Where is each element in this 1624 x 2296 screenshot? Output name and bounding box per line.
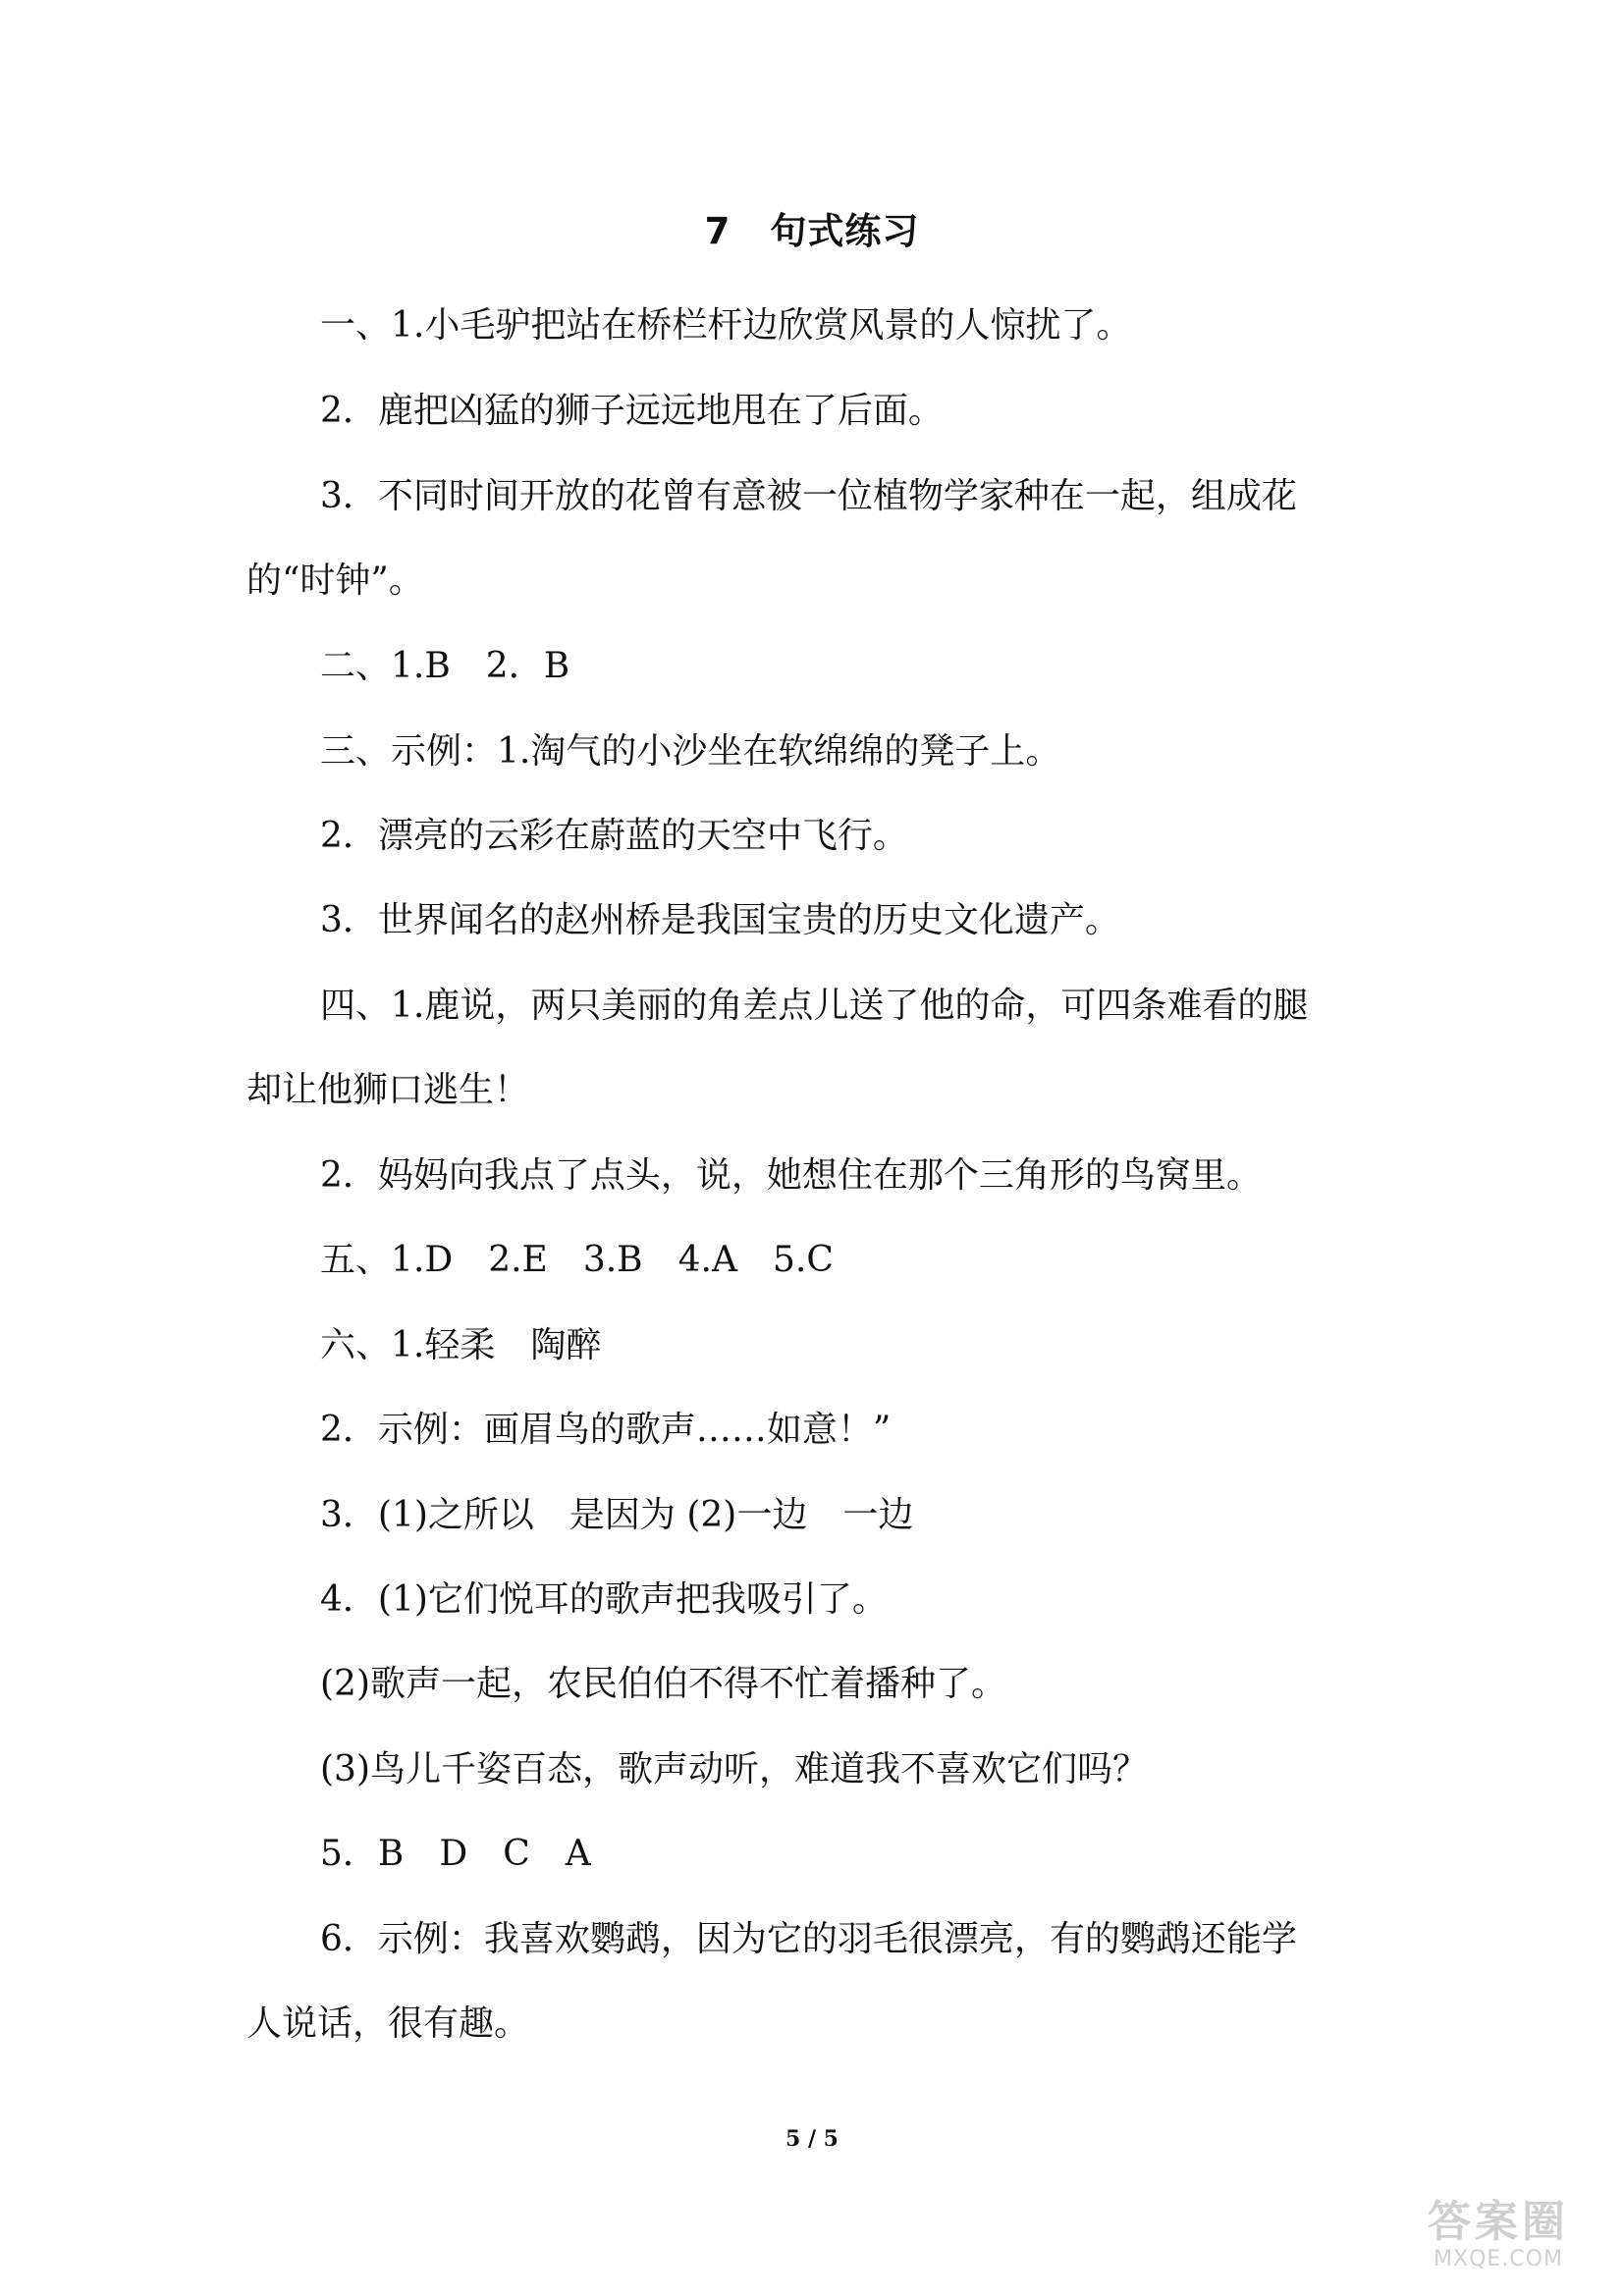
answer-line-3: 3．不同时间开放的花曾有意被一位植物学家种在一起，组成花 xyxy=(320,476,1297,516)
answer-line-5: 二、1.B 2．B xyxy=(320,646,570,686)
answer-line-16: 4．(1)它们悦耳的歌声把我吸引了。 xyxy=(320,1579,888,1620)
watermark-logo-text: 答案圈 xyxy=(1428,2197,1569,2247)
watermark-url-text: MXQE.COM xyxy=(1434,2247,1563,2271)
answer-line-17: (2)歌声一起，农民伯伯不得不忙着播种了。 xyxy=(320,1664,1006,1704)
answer-line-2: 2．鹿把凶猛的狮子远远地甩在了后面。 xyxy=(320,391,944,431)
site-watermark xyxy=(1400,2198,1597,2282)
title-number: 7 xyxy=(704,210,731,252)
answer-line-11: 2．妈妈向我点了点头，说，她想住在那个三角形的鸟窝里。 xyxy=(320,1155,1262,1196)
answer-line-4: 的“时钟”。 xyxy=(246,561,424,601)
answer-line-8: 3．世界闻名的赵州桥是我国宝贵的历史文化遗产。 xyxy=(320,900,1120,940)
answer-line-18: (3)鸟儿千姿百态，歌声动听，难道我不喜欢它们吗？ xyxy=(320,1749,1148,1789)
answer-line-6: 三、示例：1.淘气的小沙坐在软绵绵的凳子上。 xyxy=(320,731,1061,772)
answer-line-20: 6．示例：我喜欢鹦鹉，因为它的羽毛很漂亮，有的鹦鹉还能学 xyxy=(320,1919,1297,1959)
page-number: 5 / 5 xyxy=(785,2126,839,2152)
answer-line-21: 人说话，很有趣。 xyxy=(246,2003,530,2044)
answer-line-7: 2．漂亮的云彩在蔚蓝的天空中飞行。 xyxy=(320,816,908,856)
page-title xyxy=(0,208,1624,255)
answer-line-10: 却让他狮口逃生！ xyxy=(246,1070,530,1110)
answer-line-19: 5．B D C A xyxy=(320,1834,591,1874)
answer-line-1: 一、1.小毛驴把站在桥栏杆边欣赏风景的人惊扰了。 xyxy=(320,305,1132,346)
answer-line-14: 2．示例：画眉鸟的歌声……如意！” xyxy=(320,1410,892,1450)
title-text: 句式练习 xyxy=(770,210,920,252)
answer-line-15: 3．(1)之所以 是因为 (2)一边 一边 xyxy=(320,1495,914,1535)
answer-line-9: 四、1.鹿说，两只美丽的角差点儿送了他的命，可四条难看的腿 xyxy=(320,986,1309,1026)
answer-line-13: 六、1.轻柔 陶醉 xyxy=(320,1325,602,1365)
answer-line-12: 五、1.D 2.E 3.B 4.A 5.C xyxy=(320,1240,834,1280)
